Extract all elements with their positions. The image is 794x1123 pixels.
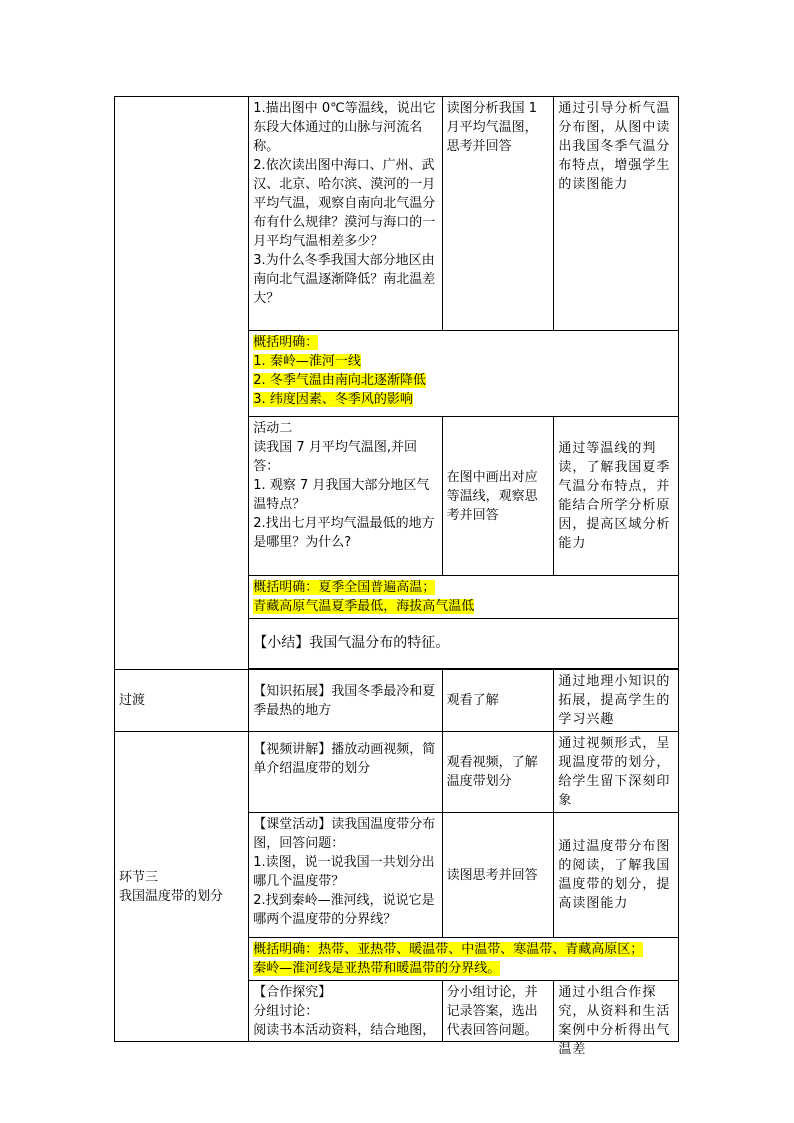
student-activity-cell: 读图思考并回答 bbox=[442, 813, 554, 938]
summary-point-2: 2. 冬季气温由南向北逐渐降低 bbox=[253, 373, 426, 388]
coop-detail: 阅读书本活动资料，结合地图， bbox=[253, 1023, 436, 1038]
student-activity-cell: 观看了解 bbox=[442, 670, 554, 732]
question-2: 2.找到秦岭—淮河线，说说它是哪两个温度带的分界线？ bbox=[253, 893, 435, 927]
lesson-plan-table bbox=[114, 96, 679, 1057]
teacher-activity-cell: 【知识拓展】我国冬季最冷和夏季最热的地方 bbox=[249, 670, 442, 732]
student-text: 分小组讨论，并记录答案，选出代表回答问题。 bbox=[446, 985, 538, 1038]
stage-title: 我国温度带的划分 bbox=[119, 888, 224, 904]
coop-title: 【合作探究】 bbox=[253, 985, 332, 1000]
summary-cell bbox=[249, 331, 679, 417]
intent-text: 通过小组合作探究，从资料和生活案例中分析得出气温差 bbox=[558, 985, 671, 1057]
stage-cell bbox=[115, 732, 249, 1042]
design-intent-cell: 通过地理小知识的拓展，提高学生的学习兴趣 bbox=[554, 670, 679, 732]
summary-title: 概括明确： bbox=[253, 335, 319, 350]
design-intent-cell bbox=[554, 981, 679, 1057]
student-activity-cell: 读图分析我国 1 月平均气温图，思考并回答 bbox=[442, 97, 554, 331]
question-2: 2.找出七月平均气温最低的地方是哪里？为什么? bbox=[253, 516, 435, 550]
question-1: 1. 观察 7 月我国大部分地区气温特点？ bbox=[253, 478, 430, 512]
activity-instruction: 【课堂活动】读我国温度带分布图，回答问题： bbox=[253, 817, 436, 851]
teacher-activity-cell bbox=[249, 97, 442, 331]
summary-line-2: 青藏高原气温夏季最低，海拔高气温低 bbox=[253, 599, 475, 614]
summary-line-2: 秦岭—淮河线是亚热带和暖温带的分界线。 bbox=[253, 961, 501, 976]
stage-cell-empty bbox=[115, 97, 249, 670]
design-intent-cell: 通过等温线的判读，了解我国夏季气温分布特点，并能结合所学分析原因，提高区域分析能力 bbox=[554, 417, 679, 576]
design-intent-cell: 通过温度带分布图的阅读，了解我国温度带的划分，提高读图能力 bbox=[554, 813, 679, 938]
table-row bbox=[115, 670, 679, 732]
conclusion-cell: 【小结】我国气温分布的特征。 bbox=[249, 619, 679, 669]
summary-line-1: 概括明确：热带、亚热带、暖温带、中温带、寒温带、青藏高原区； bbox=[253, 942, 644, 957]
summary-cell bbox=[249, 576, 679, 619]
stage-number: 环节三 bbox=[119, 869, 159, 885]
teacher-activity-cell bbox=[249, 417, 442, 576]
summary-point-1: 1. 秦岭—淮河一线 bbox=[253, 354, 361, 369]
table-row bbox=[115, 732, 679, 813]
question-1: 1.读图，说一说我国一共划分出哪几个温度带？ bbox=[253, 855, 435, 889]
summary-point-3: 3. 纬度因素、冬季风的影响 bbox=[253, 392, 413, 407]
question-2: 2.依次读出图中海口、广州、武汉、北京、哈尔滨、漠河的一月平均气温，观察自南向北气温分布有什么规律？漠河与海口的一月平均气温相差多少？ bbox=[253, 158, 436, 249]
student-activity-cell bbox=[442, 981, 554, 1042]
stage-cell: 过渡 bbox=[115, 670, 249, 732]
student-activity-cell: 在图中画出对应等温线，观察思考并回答 bbox=[442, 417, 554, 576]
question-1: 1.描出图中 0℃等温线，说出它东段大体通过的山脉与河流名称。 bbox=[253, 101, 436, 154]
teacher-activity-cell bbox=[249, 813, 442, 938]
student-activity-cell: 观看视频，了解温度带划分 bbox=[442, 732, 554, 813]
summary-cell bbox=[249, 938, 679, 981]
activity-instruction: 读我国 7 月平均气温图,并回答： bbox=[253, 440, 417, 474]
table-row bbox=[115, 97, 679, 331]
activity-title: 活动二 bbox=[253, 421, 293, 436]
teacher-activity-cell bbox=[249, 981, 442, 1042]
design-intent-cell: 通过引导分析气温分布图，从图中读出我国冬季气温分布特点，增强学生的读图能力 bbox=[554, 97, 679, 331]
design-intent-cell: 通过视频形式，呈现温度带的划分，给学生留下深刻印象 bbox=[554, 732, 679, 813]
coop-instruction: 分组讨论： bbox=[253, 1004, 319, 1019]
teacher-activity-cell: 【视频讲解】播放动画视频，简单介绍温度带的划分 bbox=[249, 732, 442, 813]
question-3: 3.为什么冬季我国大部分地区由南向北气温逐渐降低？南北温差大？ bbox=[253, 253, 436, 306]
summary-line-1: 概括明确：夏季全国普遍高温； bbox=[253, 580, 436, 595]
